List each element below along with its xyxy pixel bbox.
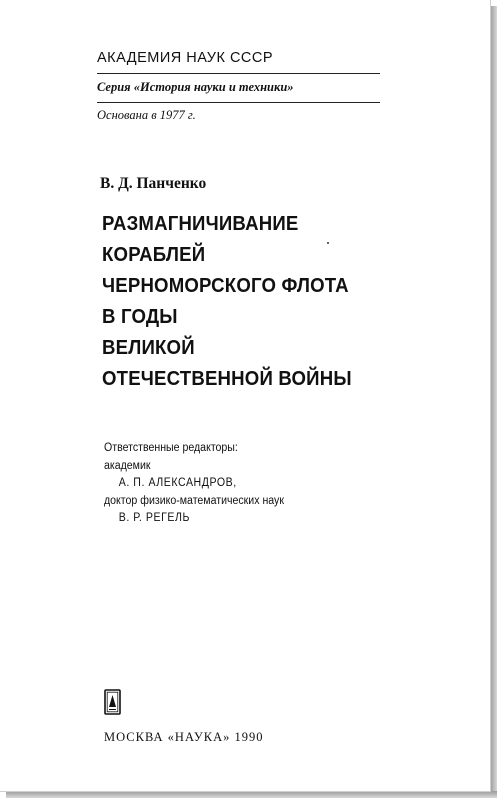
title-line: РАЗМАГНИЧИВАНИЕ	[102, 213, 299, 235]
editor-role-academician: академик	[104, 459, 151, 472]
title-line: КОРАБЛЕЙ	[102, 244, 206, 266]
title-line: ОТЕЧЕСТВЕННОЙ ВОЙНЫ	[102, 368, 352, 390]
academy-name: АКАДЕМИЯ НАУК СССР	[97, 50, 274, 66]
page-shadow-bottom	[6, 791, 497, 798]
series-founded: Основана в 1977 г.	[97, 108, 196, 122]
book-publisher-logo-icon	[104, 689, 121, 715]
author-name: В. Д. Панченко	[100, 175, 207, 192]
header-rule-bottom	[97, 102, 380, 103]
title-line: ЧЕРНОМОРСКОГО ФЛОТА	[102, 275, 349, 297]
editors-block	[104, 440, 284, 528]
book-title	[102, 209, 352, 395]
editor-role-doctor: доктор физико-математических наук	[104, 494, 284, 507]
series-name: Серия «История науки и техники»	[97, 80, 294, 94]
title-line: ВЕЛИКОЙ	[102, 337, 195, 359]
print-speck	[327, 242, 329, 244]
header-rule-top	[97, 73, 380, 74]
publisher-imprint: МОСКВА «НАУКА» 1990	[104, 730, 264, 744]
page-shadow-right	[490, 6, 497, 798]
editor-name-regel: В. Р. РЕГЕЛЬ	[118, 512, 191, 524]
editors-heading: Ответственные редакторы:	[104, 442, 238, 454]
title-line: В ГОДЫ	[102, 306, 178, 328]
editor-name-aleksandrov: А. П. АЛЕКСАНДРОВ,	[118, 477, 237, 489]
